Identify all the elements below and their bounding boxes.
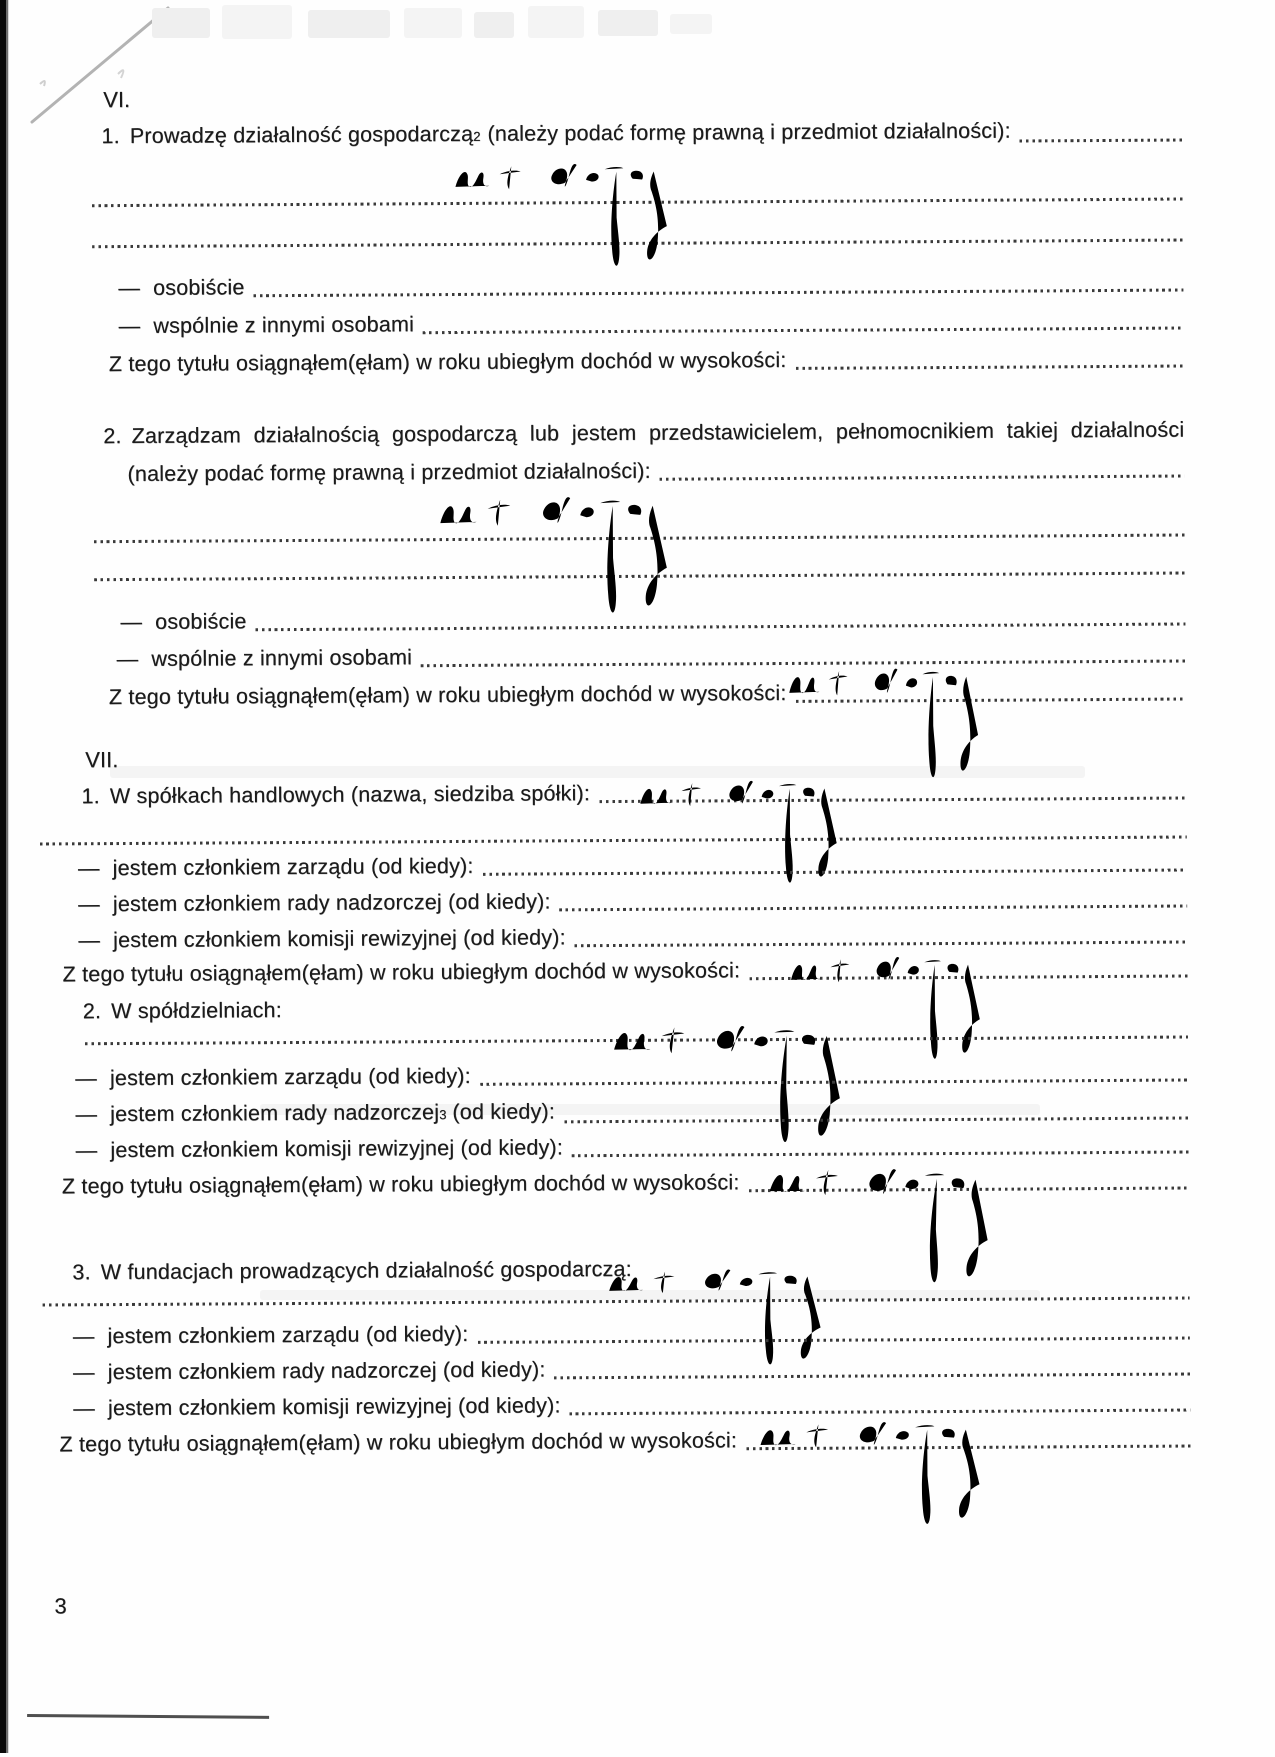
vii-item2-footnote-ref: 3 bbox=[439, 1107, 447, 1123]
dash-glyph: — bbox=[75, 1102, 98, 1127]
vii-item2-bullet-rada bbox=[75, 1095, 1188, 1131]
bullet-label: jestem członkiem rady nadzorczej (od kiedy): bbox=[112, 889, 551, 917]
dotted-fill-line bbox=[254, 289, 1184, 298]
income-label: Z tego tytułu osiągnąłem(ęłam) w roku ubiegłym dochód w wysokości: bbox=[108, 680, 787, 710]
dash-glyph: — bbox=[118, 313, 141, 339]
section-vii-heading: VII. bbox=[85, 747, 119, 773]
dotted-fill-line bbox=[477, 1337, 1189, 1344]
vii-item1-label: W spółkach handlowych (nazwa, siedziba spółki): bbox=[109, 781, 591, 809]
vi-item2-title-row1 bbox=[103, 417, 1184, 451]
vii-item1-bullet-rada bbox=[78, 885, 1187, 919]
dash-glyph: — bbox=[72, 1360, 95, 1385]
vii-item2-bullet-zarzad bbox=[75, 1059, 1188, 1093]
dash-glyph: — bbox=[118, 275, 141, 301]
bullet-label: osobiście bbox=[153, 275, 245, 300]
section-vi-heading: VI. bbox=[103, 86, 131, 113]
dash-glyph: — bbox=[120, 609, 143, 635]
dotted-fill-line bbox=[560, 905, 1188, 912]
vi-item2-label-line2: (należy podać formę prawną i przedmiot działalności): bbox=[127, 458, 651, 487]
vii-item2-label: W spółdzielniach: bbox=[111, 998, 282, 1024]
bullet-label: jestem członkiem rady nadzorczej bbox=[110, 1100, 440, 1127]
dotted-fill-line bbox=[256, 623, 1186, 632]
bullet-label: jestem członkiem komisji rewizyjnej (od kiedy): bbox=[110, 1135, 564, 1163]
vii-item1-bullet-zarzad bbox=[78, 849, 1187, 883]
vii-item3-bullet-zarzad bbox=[73, 1317, 1190, 1351]
vi-item2-bullet-osobiscie bbox=[120, 603, 1185, 637]
footer-rule bbox=[27, 1714, 269, 1719]
bullet-label: wspólnie z innymi osobami bbox=[153, 312, 415, 338]
vii-item3-bullet-rada bbox=[73, 1353, 1190, 1387]
handwritten-nie-dotyczy bbox=[629, 756, 890, 908]
dash-glyph: — bbox=[72, 1324, 95, 1349]
vi-item1-footnote-ref: 2 bbox=[473, 128, 481, 144]
dotted-fill-line bbox=[483, 869, 1187, 876]
vi-item2-number: 2. bbox=[103, 424, 122, 449]
bullet-label: jestem członkiem zarządu (od kiedy): bbox=[109, 1063, 471, 1091]
income-label: Z tego tytułu osiągnąłem(ęłam) w roku ubiegłym dochód w wysokości: bbox=[59, 1428, 738, 1457]
vii-item2-number: 2. bbox=[82, 999, 102, 1024]
dash-glyph: — bbox=[78, 892, 100, 917]
handwritten-nie-dotyczy bbox=[443, 139, 724, 291]
dash-glyph: — bbox=[116, 646, 139, 672]
bullet-label: jestem członkiem komisji rewizyjnej (od kiedy): bbox=[107, 1393, 561, 1421]
bullet-label-after: (od kiedy): bbox=[452, 1099, 556, 1125]
page-number: 3 bbox=[54, 1593, 67, 1619]
dash-glyph: — bbox=[78, 928, 101, 953]
vi-item1-bullet-osobiscie bbox=[118, 269, 1183, 303]
dash-glyph: — bbox=[75, 1066, 97, 1091]
dotted-fill-line bbox=[480, 1079, 1188, 1086]
dotted-fill-line bbox=[40, 836, 1187, 846]
vi-item1-bullet-wspolnie bbox=[119, 307, 1184, 341]
dash-glyph: — bbox=[77, 856, 100, 881]
dotted-fill-line bbox=[564, 1117, 1188, 1124]
vii-item1-number: 1. bbox=[81, 784, 100, 809]
income-label: Z tego tytułu osiągnąłem(ęłam) w roku ubiegłym dochód w wysokości: bbox=[62, 958, 741, 987]
bullet-label: jestem członkiem zarządu (od kiedy): bbox=[112, 853, 474, 881]
income-label: Z tego tytułu osiągnąłem(ęłam) w roku ubiegłym dochód w wysokości: bbox=[61, 1170, 740, 1199]
income-label: Z tego tytułu osiągnąłem(ęłam) w roku ubiegłym dochód w wysokości: bbox=[108, 347, 787, 377]
dash-glyph: — bbox=[73, 1396, 95, 1421]
bullet-label: jestem członkiem zarządu (od kiedy): bbox=[107, 1321, 469, 1349]
vi-item1-income-row bbox=[109, 345, 1184, 379]
vii-item3-label: W fundacjach prowadzących działalność gospodarczą: bbox=[100, 1256, 632, 1285]
vii-item3-number: 3. bbox=[72, 1260, 91, 1285]
vi-item1-label: Prowadzę działalność gospodarczą bbox=[129, 121, 474, 148]
dotted-fill-line bbox=[1020, 139, 1183, 143]
vi-item1-number: 1. bbox=[101, 124, 120, 149]
bullet-label: jestem członkiem komisji rewizyjnej (od kiedy): bbox=[112, 925, 566, 953]
bullet-label: osobiście bbox=[155, 609, 247, 634]
dotted-fill-line bbox=[660, 475, 1185, 481]
dotted-fill-line bbox=[795, 365, 1183, 370]
dotted-fill-line bbox=[555, 1373, 1191, 1380]
vi-item2-label-line1: Zarządzam działalnością gospodarczą lub jestem przedstawicielem, pełnomocnikiem takiej działalności bbox=[131, 417, 1185, 448]
dotted-fill-line bbox=[423, 327, 1184, 335]
bullet-label: jestem członkiem rady nadzorczej (od kiedy): bbox=[107, 1357, 546, 1385]
handwritten-nie-dotyczy bbox=[748, 1397, 1039, 1549]
vi-item1-label-after: (należy podać formę prawną i przedmiot działalności): bbox=[487, 118, 1011, 146]
dash-glyph: — bbox=[75, 1138, 98, 1163]
bullet-label: wspólnie z innymi osobami bbox=[151, 645, 413, 671]
